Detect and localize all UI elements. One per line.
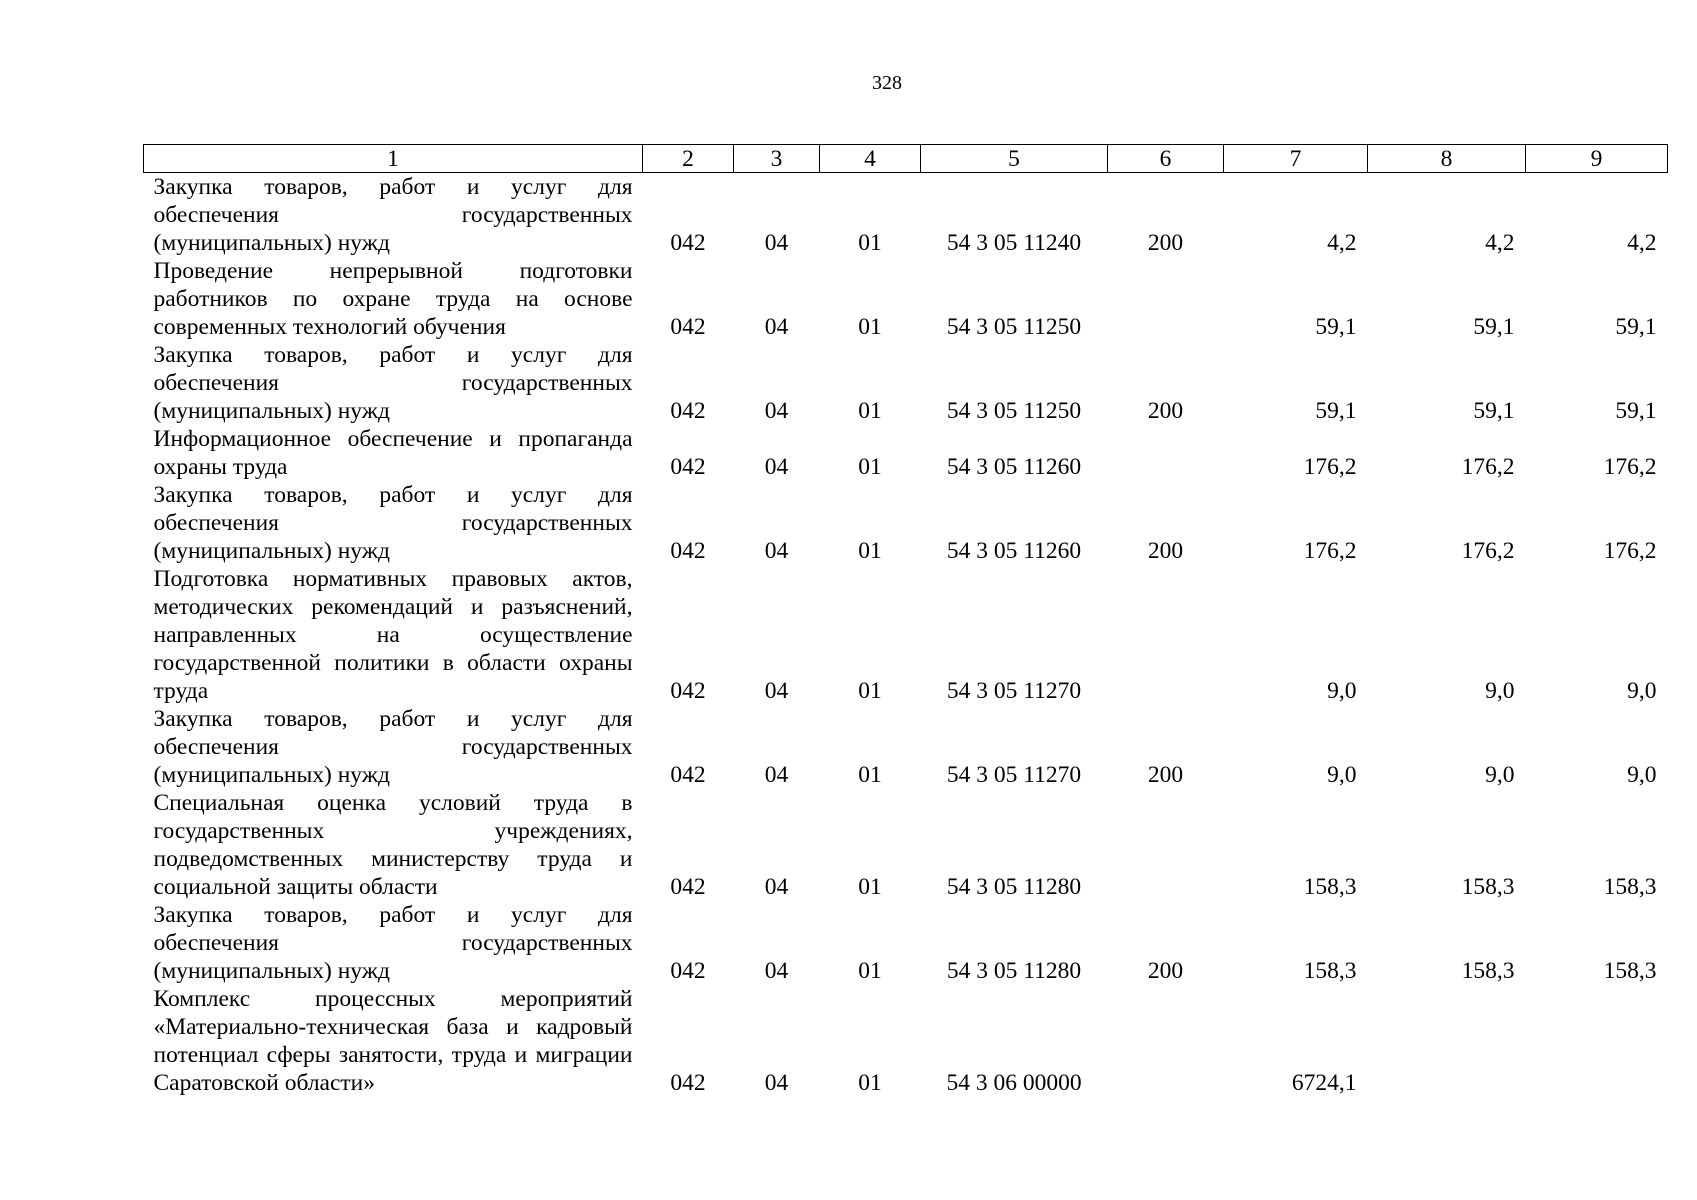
section-code: 04 [764,454,789,480]
column-header-1: 1 [144,145,643,173]
subsection-code: 01 [858,398,882,424]
subsection-code: 01 [858,454,882,480]
row-name: Закупка товаров, работ и услуг для обеспечения государственных (муниципальных) нужд [153,902,633,984]
page-number: 328 [872,72,902,94]
amount-col7: 176,2 [1303,454,1357,480]
amount-col7: 158,3 [1303,874,1357,900]
row-name: Закупка товаров, работ и услуг для обеспечения государственных (муниципальных) нужд [153,706,633,788]
subsection-code: 01 [858,678,882,704]
table-row [144,173,1668,258]
target-article-code: 54 3 05 11240 [946,230,1082,256]
amount-col7: 59,1 [1315,314,1357,340]
ministry-code: 042 [670,454,706,480]
target-article-code: 54 3 05 11270 [946,678,1082,704]
table-row [144,789,1668,901]
column-header-3: 3 [734,145,820,173]
section-code: 04 [764,678,789,704]
target-article-code: 54 3 05 11260 [946,538,1082,564]
expense-type-code [1108,985,1224,1097]
ministry-code: 042 [670,314,706,340]
expense-type-code [1108,565,1224,705]
target-article-code: 54 3 05 11280 [946,958,1082,984]
table-row [144,481,1668,565]
column-header-4: 4 [820,145,921,173]
amount-col8: 4,2 [1485,230,1515,256]
section-code: 04 [764,762,789,788]
amount-col7: 6724,1 [1291,1070,1357,1096]
amount-col9: 59,1 [1615,398,1657,424]
subsection-code: 01 [858,1070,882,1096]
expense-type-code [1108,257,1224,341]
amount-col8: 158,3 [1461,874,1515,900]
table-row [144,565,1668,705]
section-code: 04 [764,314,789,340]
ministry-code: 042 [670,958,706,984]
expense-type-code [1108,789,1224,901]
subsection-code: 01 [858,874,882,900]
amount-col9: 59,1 [1615,314,1657,340]
ministry-code: 042 [670,230,706,256]
column-header-2: 2 [643,145,734,173]
subsection-code: 01 [858,762,882,788]
amount-col9: 158,3 [1603,874,1657,900]
row-name: Комплекс процессных мероприятий «Материально-техническая база и кадровый потенциал сферы занятости, труда и миграции Саратовской области» [153,986,633,1096]
amount-col9: 9,0 [1627,762,1657,788]
section-code: 04 [764,1070,789,1096]
table-row [144,425,1668,481]
column-header-9: 9 [1526,145,1668,173]
target-article-code: 54 3 06 00000 [946,1070,1082,1096]
column-header-5: 5 [921,145,1108,173]
table-row [144,985,1668,1097]
target-article-code: 54 3 05 11270 [946,762,1082,788]
ministry-code: 042 [670,398,706,424]
amount-col9: 158,3 [1603,958,1657,984]
table-row [144,901,1668,985]
amount-col9: 176,2 [1603,538,1657,564]
section-code: 04 [764,958,789,984]
ministry-code: 042 [670,678,706,704]
row-name: Закупка товаров, работ и услуг для обеспечения государственных (муниципальных) нужд [153,342,633,424]
amount-col8: 59,1 [1473,314,1515,340]
amount-col7: 9,0 [1327,762,1357,788]
row-name: Информационное обеспечение и пропаганда охраны труда [153,426,633,480]
ministry-code: 042 [670,874,706,900]
expense-type-code: 200 [1147,398,1184,424]
target-article-code: 54 3 05 11250 [946,314,1082,340]
amount-col7: 4,2 [1327,230,1357,256]
amount-col7: 158,3 [1303,958,1357,984]
expense-type-code [1108,425,1224,481]
section-code: 04 [764,230,789,256]
section-code: 04 [764,398,789,424]
expense-type-code: 200 [1147,538,1184,564]
amount-col8: 176,2 [1461,454,1515,480]
amount-col8: 9,0 [1485,678,1515,704]
target-article-code: 54 3 05 11280 [946,874,1082,900]
expense-type-code: 200 [1147,762,1184,788]
table-row [144,705,1668,789]
target-article-code: 54 3 05 11250 [946,398,1082,424]
amount-col9: 4,2 [1627,230,1657,256]
budget-table [143,144,1668,1097]
amount-col8: 59,1 [1473,398,1515,424]
amount-col8 [1368,985,1526,1097]
amount-col9 [1526,985,1668,1097]
table-row [144,257,1668,341]
amount-col7: 59,1 [1315,398,1357,424]
amount-col8: 9,0 [1485,762,1515,788]
ministry-code: 042 [670,1070,706,1096]
column-header-6: 6 [1108,145,1224,173]
section-code: 04 [764,538,789,564]
section-code: 04 [764,874,789,900]
subsection-code: 01 [858,230,882,256]
header-row [144,145,1668,173]
row-name: Проведение непрерывной подготовки работников по охране труда на основе современных технологий обучения [153,258,633,340]
target-article-code: 54 3 05 11260 [946,454,1082,480]
amount-col9: 176,2 [1603,454,1657,480]
column-header-8: 8 [1368,145,1526,173]
expense-type-code: 200 [1147,958,1184,984]
subsection-code: 01 [858,314,882,340]
column-header-7: 7 [1224,145,1368,173]
amount-col8: 158,3 [1461,958,1515,984]
row-name: Закупка товаров, работ и услуг для обеспечения государственных (муниципальных) нужд [153,174,633,256]
subsection-code: 01 [858,958,882,984]
subsection-code: 01 [858,538,882,564]
row-name: Подготовка нормативных правовых актов, методических рекомендаций и разъяснений, направленных на осуществление государственной политики в области охраны труда [153,566,633,704]
amount-col8: 176,2 [1461,538,1515,564]
row-name: Специальная оценка условий труда в государственных учреждениях, подведомственных министерству труда и социальной защиты области [153,790,633,900]
amount-col9: 9,0 [1627,678,1657,704]
amount-col7: 9,0 [1327,678,1357,704]
table-row [144,341,1668,425]
row-name: Закупка товаров, работ и услуг для обеспечения государственных (муниципальных) нужд [153,482,633,564]
ministry-code: 042 [670,538,706,564]
ministry-code: 042 [670,762,706,788]
amount-col7: 176,2 [1303,538,1357,564]
expense-type-code: 200 [1147,230,1184,256]
